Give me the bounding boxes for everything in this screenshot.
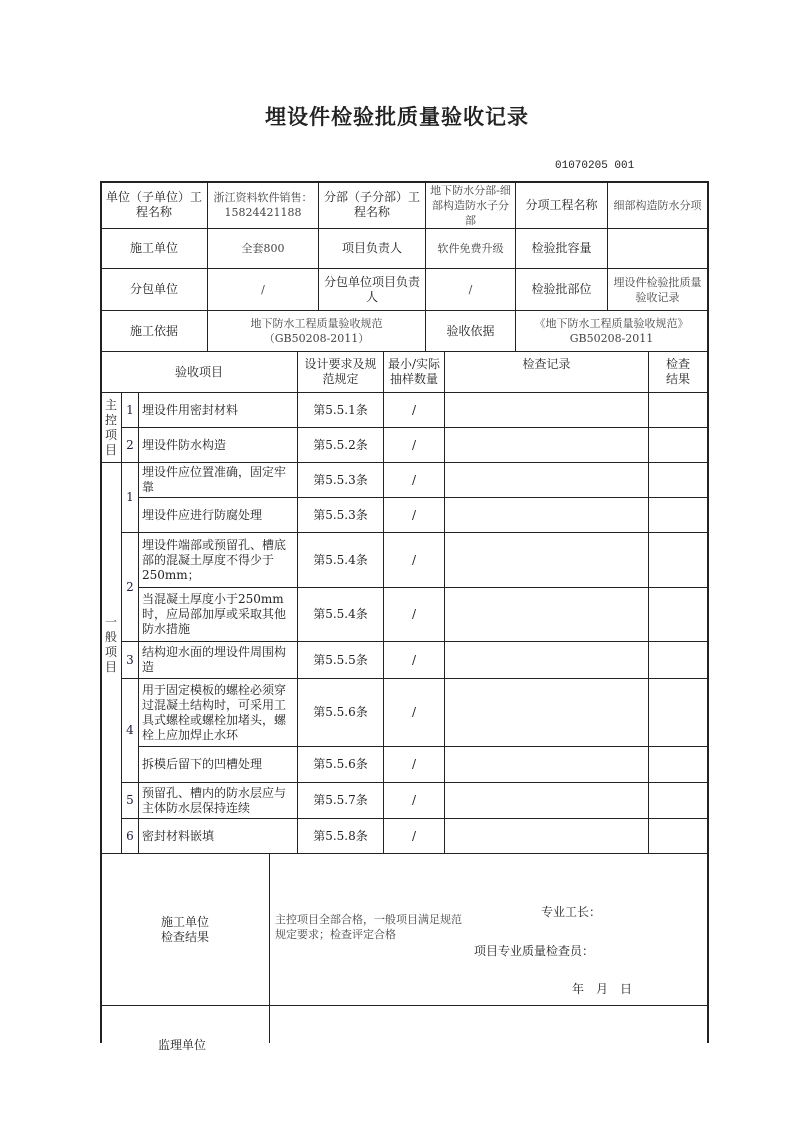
table-border-right (707, 181, 709, 1043)
general-row-clause: 第5.5.7条 (313, 793, 368, 807)
general-row-clause: 第5.5.4条 (313, 552, 368, 567)
general-row-text: 用于固定模板的螺栓必须穿过混凝土结构时，可采用工具式螺栓或螺栓加堵头，螺栓上应加焊止水环 (142, 682, 287, 742)
general-row-no: 4 (126, 723, 134, 737)
general-row-text: 密封材料嵌填 (142, 828, 215, 843)
main-row-no: 2 (126, 437, 134, 452)
general-row-text: 埋设件应位置准确，固定牢靠 (142, 465, 287, 494)
main-control-label: 主控项目 (104, 397, 117, 457)
main-row-clause: 第5.5.2条 (313, 437, 368, 452)
page-title: 埋设件检验批质量验收记录 (265, 105, 529, 129)
subcontractor-value: / (261, 283, 265, 296)
col-item: 验收项目 (174, 364, 223, 379)
divider (444, 351, 445, 853)
record-code: 01070205 001 (555, 160, 635, 172)
general-row-text: 当混凝土厚度小于250mm时，应局部加厚或采取其他防水措施 (142, 592, 287, 636)
general-row-clause: 第5.5.3条 (313, 472, 368, 487)
col-sample: 最小/实际抽样数量 (387, 357, 441, 386)
main-row-text: 埋设件用密封材料 (142, 402, 239, 417)
divider (648, 351, 649, 853)
col-design: 设计要求及规范规定 (304, 357, 377, 386)
col-record: 检查记录 (522, 356, 571, 371)
general-row-sample: / (411, 552, 417, 567)
general-row-clause: 第5.5.5条 (313, 652, 368, 667)
contractor-label: 施工单位 (129, 241, 178, 255)
main-row-sample: / (411, 402, 417, 417)
general-row-no: 2 (126, 579, 134, 594)
foreman-label: 专业工长： (541, 905, 602, 919)
main-row-no: 1 (126, 402, 134, 417)
general-row-text: 埋设件端部或预留孔、槽底部的混凝土厚度不得少于250mm； (142, 537, 287, 582)
unit-label: 单位（子单位）工程名称 (105, 190, 202, 219)
general-row-clause: 第5.5.4条 (313, 607, 368, 621)
inspection-conclusion: 主控项目全部合格，一般项目满足规范规定要求；检查评定合格 (275, 913, 462, 941)
general-row-no: 6 (126, 828, 134, 843)
main-row-sample: / (411, 437, 417, 452)
supervision-label: 监理单位 (158, 1038, 207, 1052)
part-label: 检验批部位 (531, 282, 592, 296)
subdivision-label: 分部（子分部）工程名称 (323, 190, 420, 219)
accept-basis-label: 验收依据 (446, 323, 495, 338)
general-row-text: 拆模后留下的凹槽处理 (142, 757, 263, 771)
capacity-label: 检验批容量 (531, 241, 592, 255)
general-row-sample: / (411, 472, 417, 487)
general-row-sample: / (411, 507, 417, 522)
general-row-sample: / (411, 757, 417, 771)
unit-value: 浙江资料软件销售：15824421188 (213, 191, 313, 219)
pm-label: 项目负责人 (341, 241, 402, 255)
sub-pm-value: / (468, 283, 473, 296)
sub-pm-label: 分包单位项目负责人 (323, 274, 420, 304)
subitem-label: 分项工程名称 (525, 197, 598, 212)
inspection-date: 年 月 日 (572, 982, 633, 996)
subcontractor-label: 分包单位 (129, 282, 178, 296)
basis-value: 地下防水工程质量验收规范（GB50208-2011） (250, 317, 383, 345)
part-value: 埋设件检验批质量验收记录 (613, 275, 702, 304)
general-row-sample: / (411, 652, 417, 667)
divider (269, 853, 270, 1043)
general-row-text: 预留孔、槽内的防水层应与主体防水层保持连续 (142, 785, 287, 815)
general-row-sample: / (411, 793, 417, 807)
contractor-value: 全套800 (241, 242, 285, 255)
general-row-clause: 第5.5.8条 (313, 828, 368, 843)
quality-inspector-label: 项目专业质量检查员： (474, 944, 595, 958)
capacity-value (608, 229, 707, 268)
general-row-clause: 第5.5.6条 (313, 757, 368, 771)
subitem-value: 细部构造防水分项 (613, 198, 702, 212)
main-row-clause: 第5.5.1条 (313, 402, 368, 417)
general-row-clause: 第5.5.6条 (313, 705, 368, 719)
inspection-label: 施工单位检查结果 (160, 914, 209, 944)
general-row-text: 埋设件应进行防腐处理 (142, 507, 263, 522)
pm-value: 软件免费升级 (437, 242, 504, 255)
general-row-text: 结构迎水面的埋设件周围构造 (142, 645, 287, 674)
general-row-clause: 第5.5.3条 (313, 507, 368, 522)
col-result: 检查结果 (665, 357, 690, 386)
general-row-sample: / (411, 607, 417, 621)
basis-label: 施工依据 (129, 323, 178, 338)
accept-basis-value: 《地下防水工程质量验收规范》GB50208-2011 (534, 317, 689, 345)
general-row-no: 1 (126, 490, 134, 504)
subdivision-value: 地下防水分部-细部构造防水子分部 (430, 183, 511, 227)
general-row-no: 3 (126, 652, 134, 667)
main-row-text: 埋设件防水构造 (142, 437, 227, 452)
general-row-sample: / (411, 828, 417, 843)
general-row-sample: / (411, 705, 417, 719)
general-label: 一般项目 (104, 615, 117, 674)
general-row-no: 5 (126, 793, 134, 807)
divider (100, 1005, 708, 1006)
